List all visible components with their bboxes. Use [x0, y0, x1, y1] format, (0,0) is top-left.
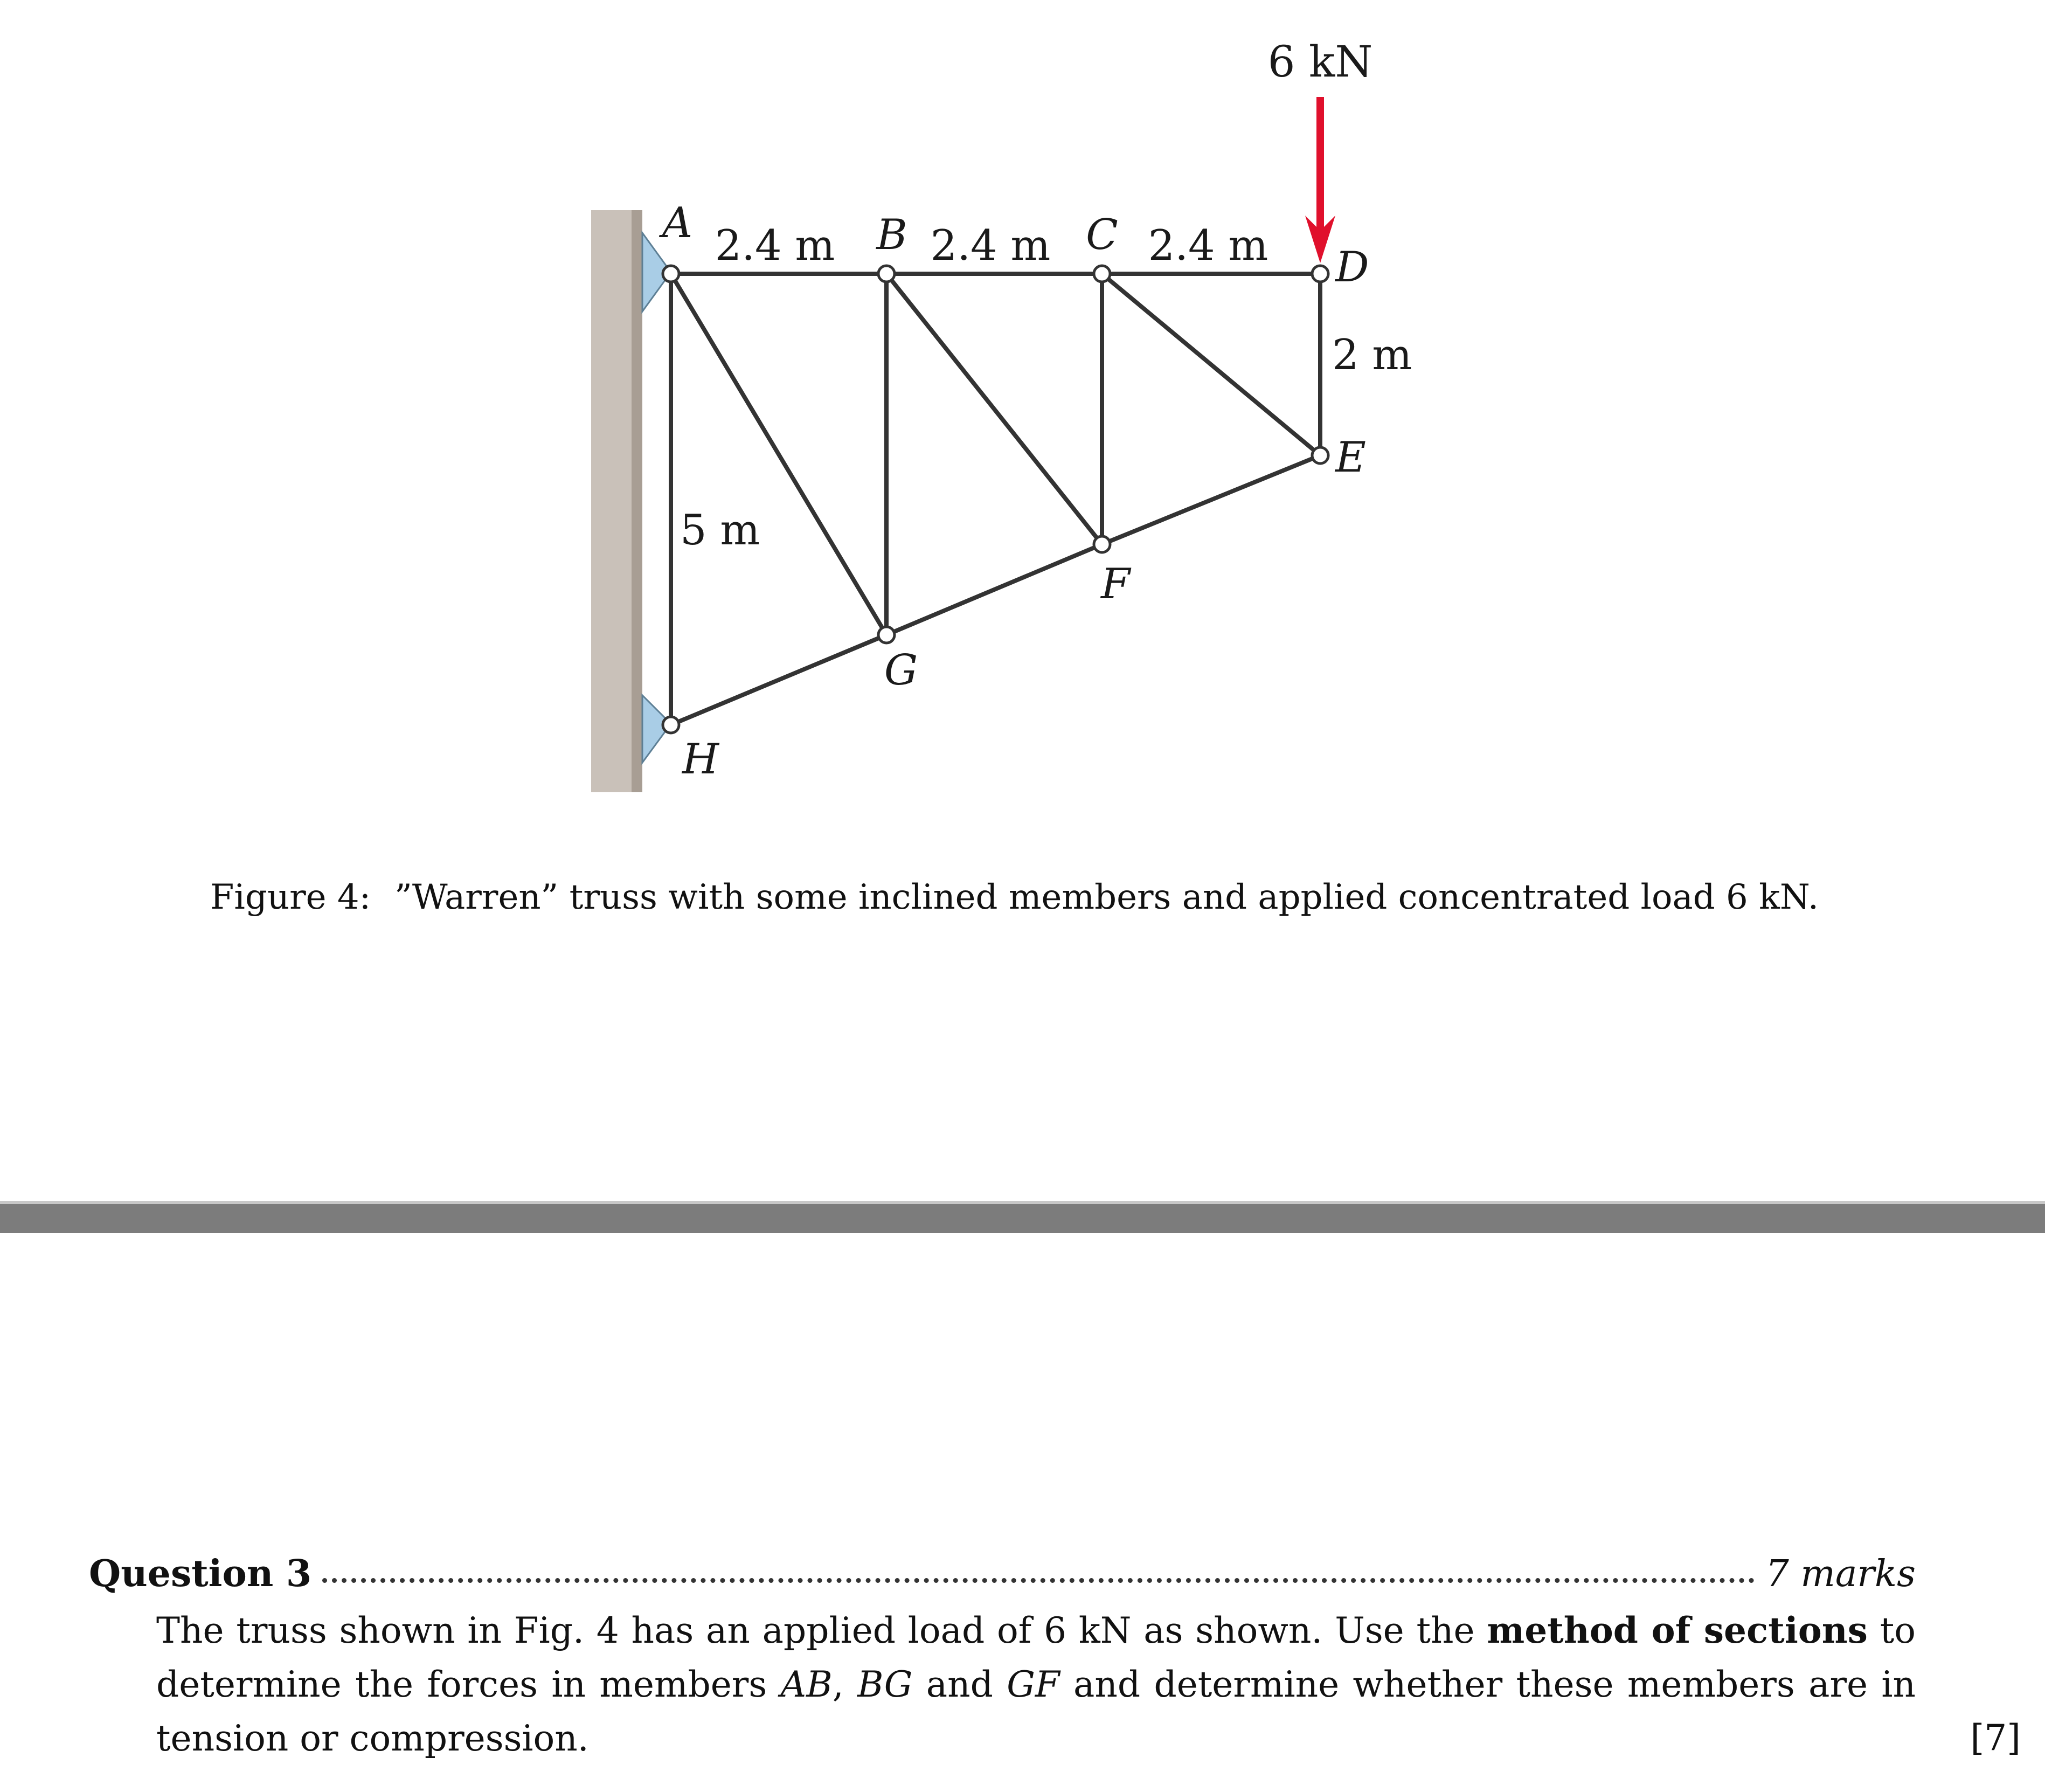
dim-de: 2 m: [1332, 331, 1412, 379]
joint-d: [1312, 266, 1328, 282]
member-ce: [1102, 274, 1320, 455]
member-ef: [1102, 455, 1320, 544]
leader-dots: [322, 1578, 1755, 1583]
joint-g: [878, 627, 895, 643]
marks-badge: [7]: [1970, 1717, 2021, 1759]
joint-h: [663, 717, 679, 733]
question-text-4: and: [912, 1664, 1007, 1705]
member-ag: [671, 274, 886, 635]
dim-ah: 5 m: [680, 506, 760, 555]
truss-figure: [0, 0, 2045, 841]
figure-caption: [210, 877, 1827, 917]
joint-label-b: B: [876, 211, 907, 259]
caption-text: ”Warren” truss with some inclined members and applied concentrated load 6 kN.: [394, 877, 1819, 917]
question-body: [156, 1603, 1916, 1766]
joint-label-g: G: [884, 646, 918, 695]
joint-label-a: A: [662, 199, 693, 247]
joint-b: [878, 266, 895, 282]
question-text-3: ,: [832, 1664, 858, 1705]
joint-c: [1094, 266, 1110, 282]
question-marks: 7 marks: [1765, 1553, 1916, 1595]
member-bg-label: BG: [857, 1664, 913, 1705]
joint-label-e: E: [1335, 433, 1366, 482]
question-header: [89, 1552, 1916, 1601]
question-text-5: and determine whether these members are in tension or compression.: [156, 1664, 1916, 1759]
dim-ab: 2.4 m: [715, 222, 835, 270]
joint-f: [1094, 536, 1110, 552]
question-text-2: to determine the forces in members: [156, 1610, 1916, 1705]
question-text-1: The truss shown in Fig. 4 has an applied load of 6 kN as shown. Use the: [156, 1610, 1487, 1651]
dim-cd: 2.4 m: [1148, 222, 1268, 270]
dim-bc: 2.4 m: [930, 222, 1051, 270]
question-title: Question 3: [89, 1552, 312, 1595]
member-bf: [886, 274, 1102, 544]
member-fg: [886, 544, 1102, 635]
load-label: 6 kN: [1267, 37, 1373, 87]
caption-label: Figure 4:: [210, 877, 371, 917]
joint-label-c: C: [1086, 211, 1118, 259]
joint-label-f: F: [1100, 560, 1131, 608]
page-divider: [0, 1204, 2045, 1233]
member-ab-label: AB: [780, 1664, 833, 1705]
member-gf-label: GF: [1007, 1664, 1060, 1705]
method-of-sections: method of sections: [1487, 1609, 1868, 1651]
load-arrow: [1305, 97, 1335, 263]
joint-label-d: D: [1335, 243, 1369, 292]
member-gh: [671, 635, 886, 725]
joint-label-h: H: [682, 735, 719, 784]
joint-a: [663, 266, 679, 282]
joint-e: [1312, 447, 1328, 463]
